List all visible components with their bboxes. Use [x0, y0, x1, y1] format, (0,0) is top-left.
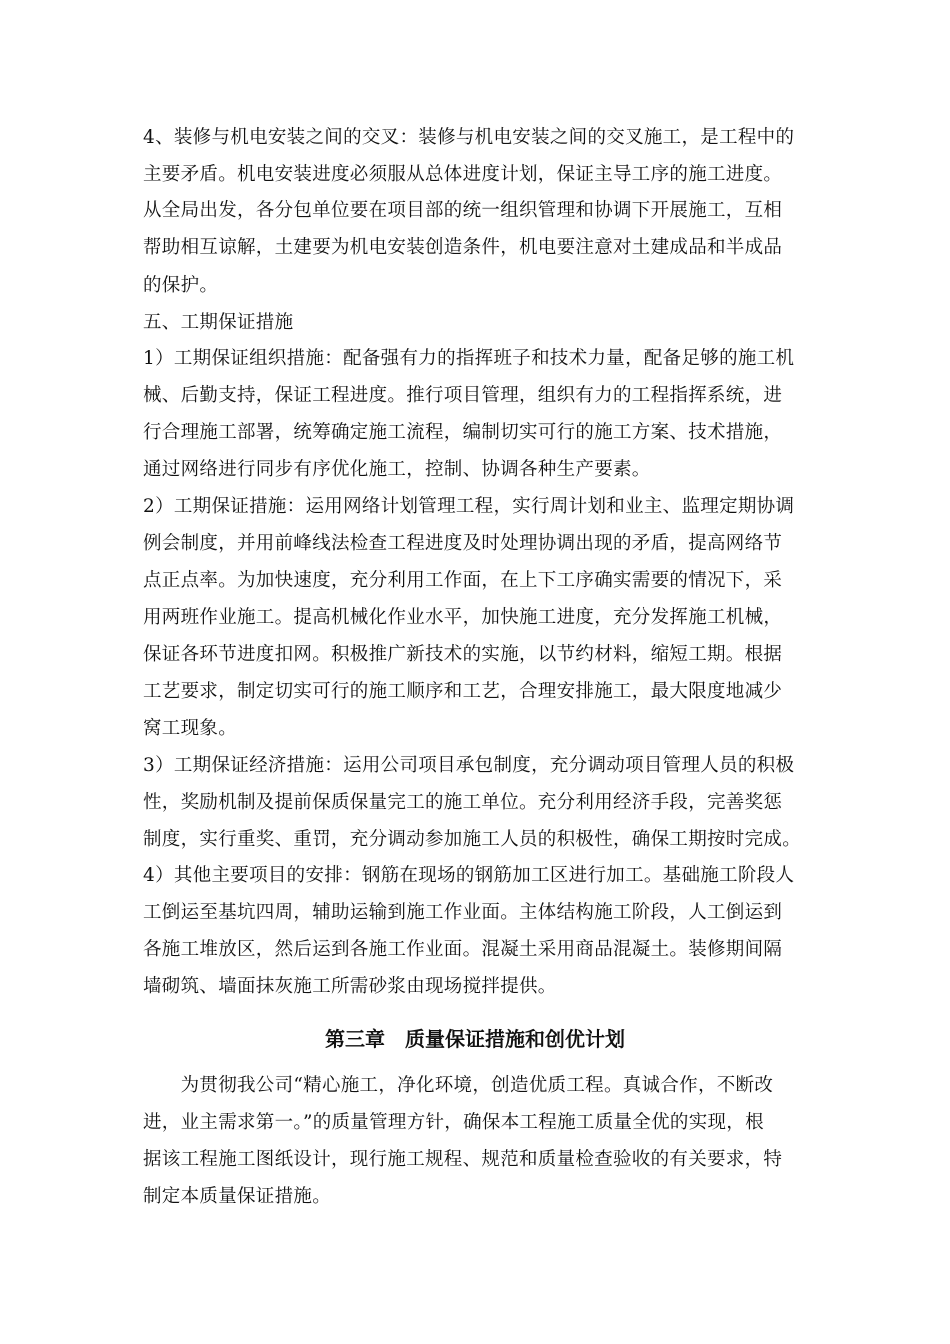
text-line: 帮助相互谅解，土建要为机电安装创造条件，机电要注意对土建成品和半成品 [143, 237, 783, 258]
text-line: 墙砌筑、墙面抹灰施工所需砂浆由现场搅拌提供。 [143, 976, 557, 997]
text-line: 通过网络进行同步有序优化施工，控制、协调各种生产要素。 [143, 459, 651, 480]
text-line: 工倒运至基坑四周，辅助运输到施工作业面。主体结构施工阶段，人工倒运到 [143, 902, 783, 923]
text-line: 保证各环节进度扣网。积极推广新技术的实施，以节约材料，缩短工期。根据 [143, 644, 783, 665]
text-line: 3）工期保证经济措施：运用公司项目承包制度，充分调动项目管理人员的积极 [143, 755, 795, 776]
text-line: 例会制度，并用前峰线法检查工程进度及时处理协调出现的矛盾，提高网络节 [143, 533, 783, 554]
text-line: 为贯彻我公司“精心施工，净化环境，创造优质工程。真诚合作，不断改 [143, 1075, 774, 1096]
section-title: 五、工期保证措施 [143, 312, 294, 333]
text-line: 1）工期保证组织措施：配备强有力的指挥班子和技术力量，配备足够的施工机 [143, 348, 795, 369]
text-line: 从全局出发，各分包单位要在项目部的统一组织管理和协调下开展施工，互相 [143, 200, 783, 221]
text-line: 性，奖励机制及提前保质保量完工的施工单位。充分利用经济手段，完善奖惩 [143, 792, 783, 813]
text-line: 进，业主需求第一。”的质量管理方针，确保本工程施工质量全优的实现，根 [143, 1112, 764, 1133]
text-line: 窝工现象。 [143, 718, 238, 739]
text-line: 主要矛盾。机电安装进度必须服从总体进度计划，保证主导工序的施工进度。 [143, 164, 783, 185]
chapter-title: 第三章 质量保证措施和创优计划 [325, 1027, 625, 1051]
text-line: 的保护。 [143, 275, 219, 296]
text-line: 2）工期保证措施：运用网络计划管理工程，实行周计划和业主、监理定期协调 [143, 496, 795, 517]
text-line: 4、装修与机电安装之间的交叉：装修与机电安装之间的交叉施工，是工程中的 [143, 127, 795, 148]
text-line: 点正点率。为加快速度，充分利用工作面，在上下工序确实需要的情况下，采 [143, 570, 783, 591]
text-line: 用两班作业施工。提高机械化作业水平，加快施工进度，充分发挥施工机械， [143, 607, 783, 628]
text-line: 制定本质量保证措施。 [143, 1186, 332, 1207]
text-line: 械、后勤支持，保证工程进度。推行项目管理，组织有力的工程指挥系统，进 [143, 385, 783, 406]
text-line: 各施工堆放区，然后运到各施工作业面。混凝土采用商品混凝土。装修期间隔 [143, 939, 783, 960]
text-line: 据该工程施工图纸设计，现行施工规程、规范和质量检查验收的有关要求，特 [143, 1149, 783, 1170]
text-line: 行合理施工部署，统筹确定施工流程，编制切实可行的施工方案、技术措施， [143, 422, 783, 443]
text-line: 工艺要求，制定切实可行的施工顺序和工艺，合理安排施工，最大限度地减少 [143, 681, 783, 702]
text-line: 4）其他主要项目的安排：钢筋在现场的钢筋加工区进行加工。基础施工阶段人 [143, 865, 795, 886]
text-line: 制度，实行重奖、重罚，充分调动参加施工人员的积极性，确保工期按时完成。 [143, 829, 802, 850]
